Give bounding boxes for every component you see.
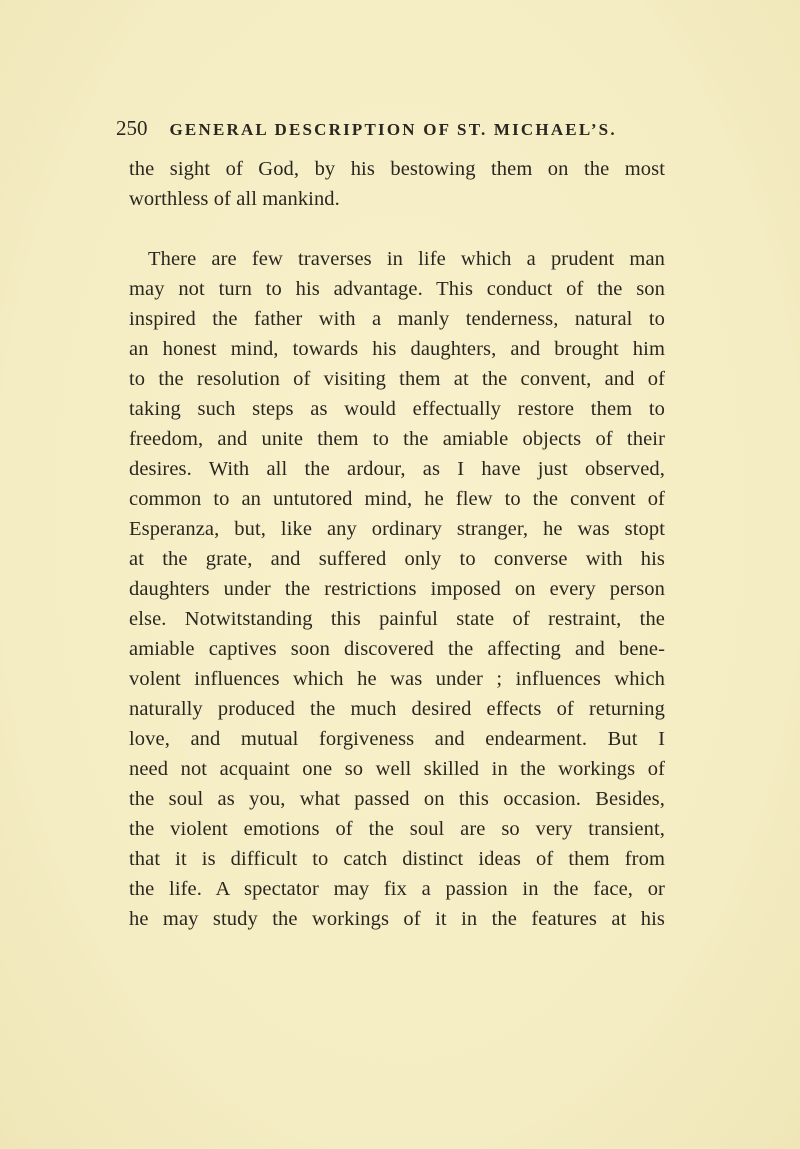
- text-line: There are few traverses in life which a prudent man: [148, 248, 665, 270]
- text-line: common to an untutored mind, he flew to the convent of: [129, 488, 665, 510]
- text-line: desires. With all the ardour, as I have just observed,: [129, 458, 665, 480]
- text-line: at the grate, and suffered only to converse with his: [129, 548, 665, 570]
- paragraph-2: [129, 244, 665, 934]
- text-line: need not acquaint one so well skilled in the workings of: [129, 758, 665, 780]
- text-line: that it is difficult to catch distinct ideas of them from: [129, 848, 665, 870]
- text-line: Esperanza, but, like any ordinary stranger, he was stopt: [129, 518, 665, 540]
- text-line: may not turn to his advantage. This conduct of the son: [129, 278, 665, 300]
- running-head-title: GENERAL DESCRIPTION OF ST. MICHAEL’S.: [169, 120, 617, 139]
- text-line: to the resolution of visiting them at the convent, and of: [129, 368, 665, 390]
- text-line: the sight of God, by his bestowing them on the most: [129, 158, 665, 180]
- text-line: the violent emotions of the soul are so very transient,: [129, 818, 665, 840]
- text-line: love, and mutual forgiveness and endearment. But I: [129, 728, 665, 750]
- page-number: 250: [116, 116, 148, 140]
- running-head: [116, 118, 716, 140]
- text-line: taking such steps as would effectually restore them to: [129, 398, 665, 420]
- text-line: the life. A spectator may fix a passion in the face, or: [129, 878, 665, 900]
- text-line: the soul as you, what passed on this occasion. Besides,: [129, 788, 665, 810]
- text-line: freedom, and unite them to the amiable objects of their: [129, 428, 665, 450]
- text-line: inspired the father with a manly tenderness, natural to: [129, 308, 665, 330]
- text-line: naturally produced the much desired effects of returning: [129, 698, 665, 720]
- text-line: else. Notwitstanding this painful state of restraint, the: [129, 608, 665, 630]
- text-line: an honest mind, towards his daughters, and brought him: [129, 338, 665, 360]
- text-line: he may study the workings of it in the features at his: [129, 908, 665, 930]
- text-line: amiable captives soon discovered the affecting and bene-: [129, 638, 665, 660]
- text-line: worthless of all mankind.: [129, 188, 340, 210]
- text-line: daughters under the restrictions imposed on every person: [129, 578, 665, 600]
- paragraph-1: [129, 154, 665, 214]
- text-line: volent influences which he was under ; influences which: [129, 668, 665, 690]
